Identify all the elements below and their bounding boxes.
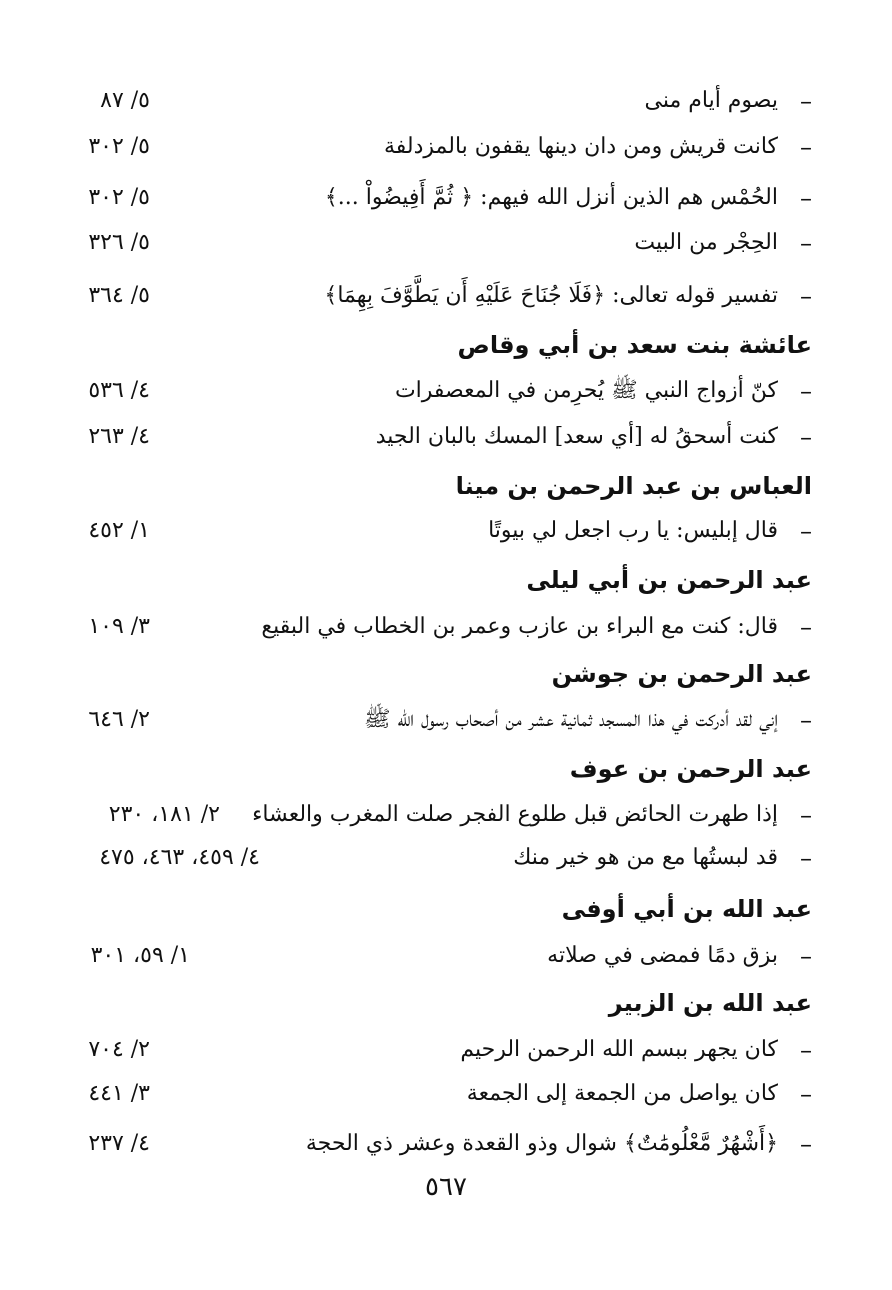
entry-text: كانت قريش ومن دان دينها يقفون بالمزدلفة [383,134,778,159]
entry-reference: ٥/ ٣٢٦ [88,230,150,255]
narrator-name: عبد الرحمن بن جوشن [551,660,812,688]
narrator-heading [60,980,812,1026]
entry-reference: ٢/ ٦٤٦ [88,707,150,732]
index-entry [60,124,812,170]
entry-reference: ٤/ ٤٥٩، ٤٦٣، ٤٧٥ [99,845,260,870]
index-entry [60,835,812,881]
entry-dash: – [800,184,812,212]
entry-text: كان يواصل من الجمعة إلى الجمعة [466,1081,778,1106]
entry-reference: ٥/ ٣٠٢ [88,134,150,159]
entry-reference: ٤/ ٢٦٣ [88,424,150,449]
narrator-heading [60,651,812,697]
narrator-heading [60,746,812,792]
entry-text: قال: كنت مع البراء بن عازب وعمر بن الخطاب في البقيع [261,614,778,639]
narrator-heading [60,557,812,603]
entry-reference: ٤/ ٢٣٧ [88,1131,150,1156]
entry-reference: ٢/ ١٨١، ٢٣٠ [108,802,220,827]
entry-text: كنت أسحقُ له [أي سعد] المسك بالبان الجيد [375,424,778,449]
page-number: ٥٦٧ [425,1172,467,1202]
index-entry [60,933,812,979]
index-entry [60,78,812,124]
entry-reference: ٢/ ٧٠٤ [88,1037,150,1062]
narrator-heading [60,463,812,509]
entry-dash: – [800,229,812,257]
narrator-name: عبد الرحمن بن أبي ليلى [526,566,812,594]
index-entry [60,368,812,414]
entry-text: إذا طهرت الحائض قبل طلوع الفجر صلت المغرب والعشاء [252,802,778,827]
entry-reference: ١/ ٤٥٢ [88,518,150,543]
entry-reference: ٥/ ٣٦٤ [88,283,150,308]
index-entry [60,1121,812,1167]
index-entry [60,220,812,266]
index-entry [60,414,812,460]
index-entry [60,508,812,554]
narrator-heading [60,322,812,368]
entry-reference: ٥/ ٣٠٢ [88,185,150,210]
entry-text: إني لقد أدركت في هذا المسجد ثمانية عشر من أصحاب رسول الله ﷺ [363,707,778,732]
entry-dash: – [800,706,812,734]
entry-text: يصوم أيام منى [644,88,778,113]
narrator-name: العباس بن عبد الرحمن بن مينا [455,472,812,500]
entry-dash: – [800,801,812,829]
index-entry [60,1071,812,1117]
entry-reference: ٥/ ٨٧ [100,88,150,113]
entry-reference: ٣/ ١٠٩ [88,614,150,639]
entry-dash: – [800,1130,812,1158]
index-entry [60,273,812,319]
entry-text: الحِجْر من البيت [634,230,778,255]
entry-reference: ٤/ ٥٣٦ [88,378,150,403]
entry-dash: – [800,844,812,872]
index-entry [60,1027,812,1073]
narrator-name: عبد الله بن الزبير [608,989,812,1017]
entry-text: قال إبليس: يا رب اجعل لي بيوتًا [488,518,778,543]
entry-text: كنّ أزواج النبي ﷺ يُحرِمن في المعصفرات [394,378,778,403]
entry-text: بزق دمًا فمضى في صلاته [547,943,778,968]
index-entry [60,175,812,221]
narrator-heading [60,886,812,932]
entry-dash: – [800,613,812,641]
entry-dash: – [800,282,812,310]
entry-dash: – [800,377,812,405]
entry-text: ﴿أَشْهُرٌ مَّعْلُومَٰتٌ﴾ شوال وذو القعدة وعشر ذي الحجة [305,1131,778,1156]
entry-dash: – [800,87,812,115]
entry-dash: – [800,423,812,451]
entry-reference: ١/ ٥٩، ٣٠١ [90,943,190,968]
narrator-name: عبد الرحمن بن عوف [569,755,812,783]
entry-dash: – [800,517,812,545]
entry-dash: – [800,133,812,161]
entry-dash: – [800,942,812,970]
narrator-name: عائشة بنت سعد بن أبي وقاص [457,331,812,359]
entry-dash: – [800,1036,812,1064]
index-entry [60,604,812,650]
entry-dash: – [800,1080,812,1108]
index-entry [60,697,812,743]
entry-text: الحُمْس هم الذين أنزل الله فيهم: ﴿ ثُمَّ أَفِيضُواْ ...﴾ [324,185,778,210]
narrator-name: عبد الله بن أبي أوفى [561,895,812,923]
entry-text: كان يجهر ببسم الله الرحمن الرحيم [460,1037,778,1062]
entry-reference: ٣/ ٤٤١ [88,1081,150,1106]
entry-text: قد لبستُها مع من هو خير منك [513,845,778,870]
entry-text: تفسير قوله تعالى: ﴿فَلَا جُنَاحَ عَلَيْهِ أَن يَطَّوَّفَ بِهِمَا﴾ [324,283,778,308]
index-entry [60,792,812,838]
